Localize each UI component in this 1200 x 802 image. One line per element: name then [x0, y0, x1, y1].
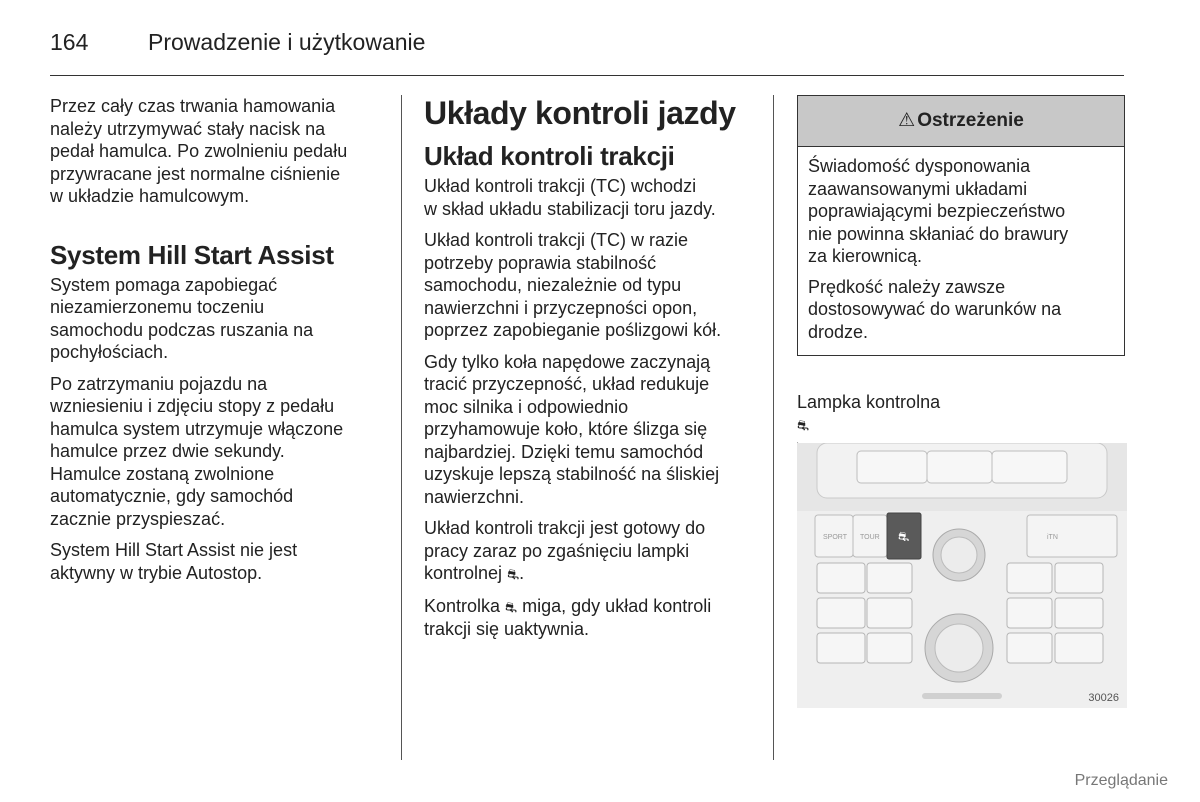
- paragraph: Przez cały czas trwania hamowania należy utrzymywać stały nacisk na pedał hamulca. Po zwolnieniu pedału przywracane jest normalne ciśnienie w układzie hamulcowym.: [50, 96, 348, 206]
- column-1: [50, 95, 390, 593]
- paragraph: [424, 517, 764, 586]
- warning-body: [798, 147, 1124, 355]
- warning-paragraph: Świadomość dysponowania zaawansowanymi układami poprawiającymi bezpieczeństwo nie powinna skłaniać do brawury za kierownicą.: [808, 156, 1069, 266]
- footer-browse-link[interactable]: Przeglądanie: [1074, 772, 1168, 789]
- paragraph-text: .: [519, 563, 525, 583]
- console-photo: [797, 443, 1127, 708]
- paragraph: Układ kontroli trakcji (TC) w razie potrzeby poprawia stabilność samochodu, niezależnie od typu nawierzchni i przyczepności opon, poprzez zapobieganie poślizgowi kół.: [424, 230, 722, 340]
- paragraph-text: Kontrolka: [424, 595, 506, 616]
- warning-title: Ostrzeżenie: [917, 109, 1024, 131]
- console-illustration: [797, 443, 1127, 708]
- tour-button-label: TOUR: [860, 534, 880, 541]
- warning-triangle-icon: ⚠: [898, 109, 916, 131]
- traction-control-button-icon: ⛐: [898, 530, 910, 545]
- page-number: 164: [50, 28, 89, 55]
- header-rule: [50, 75, 1124, 76]
- page-title: Prowadzenie i użytkowanie: [148, 28, 426, 55]
- paragraph: Gdy tylko koła napędowe zaczynają tracić przyczepność, układ redukuje moc silnika i odpowiednio przyhamowuje koło, które ślizga się najbardziej. Dzięki temu samochód uzyskuje lepszą stabilność na śliskiej nawierzchni.: [424, 351, 720, 507]
- traction-lamp-icon: ⛐: [505, 598, 518, 615]
- column-divider: [401, 95, 402, 760]
- section-heading-traction-control: Układ kontroli trakcji: [424, 141, 675, 171]
- chapter-heading: Układy kontroli jazdy: [424, 95, 736, 131]
- page-header: [50, 24, 425, 60]
- paragraph: System Hill Start Assist nie jest aktywny w trybie Autostop.: [50, 540, 298, 583]
- traction-lamp-icon: ⛐: [797, 417, 810, 433]
- warning-paragraph: Prędkość należy zawsze dostosowywać do warunków na drodze.: [808, 276, 1062, 342]
- image-id: 30026: [1088, 692, 1119, 704]
- warning-header: [798, 96, 1124, 147]
- section-heading-hill-start-assist: System Hill Start Assist: [50, 239, 334, 270]
- traction-lamp-icon: ⛐: [507, 566, 520, 582]
- column-2: [424, 95, 764, 650]
- paragraph-text: miga, gdy układ kontroli trakcji się uaktywnia.: [424, 595, 712, 639]
- paragraph-text: Układ kontroli trakcji jest gotowy do pracy zaraz po zgaśnięciu lampki kontrolnej: [424, 518, 706, 583]
- paragraph: [424, 595, 764, 641]
- warning-box: [797, 95, 1125, 356]
- paragraph: Układ kontroli trakcji (TC) wchodzi w skład układu stabilizacji toru jazdy.: [424, 176, 716, 219]
- paragraph: System pomaga zapobiegać niezamierzonemu toczeniu samochodu podczas ruszania na pochyłościach.: [50, 274, 314, 362]
- column-divider: [773, 95, 774, 760]
- sport-button-label: SPORT: [823, 534, 847, 541]
- itn-button-label: iTN: [1047, 534, 1058, 541]
- lamp-text: Lampka kontrolna: [797, 391, 941, 412]
- paragraph: Po zatrzymaniu pojazdu na wzniesieniu i zdjęciu stopy z pedału hamulca system utrzymuje włączone hamulce przez dwie sekundy. Hamulce zostaną zwolnione automatycznie, gdy samochód zacznie przyspieszać.: [50, 373, 344, 529]
